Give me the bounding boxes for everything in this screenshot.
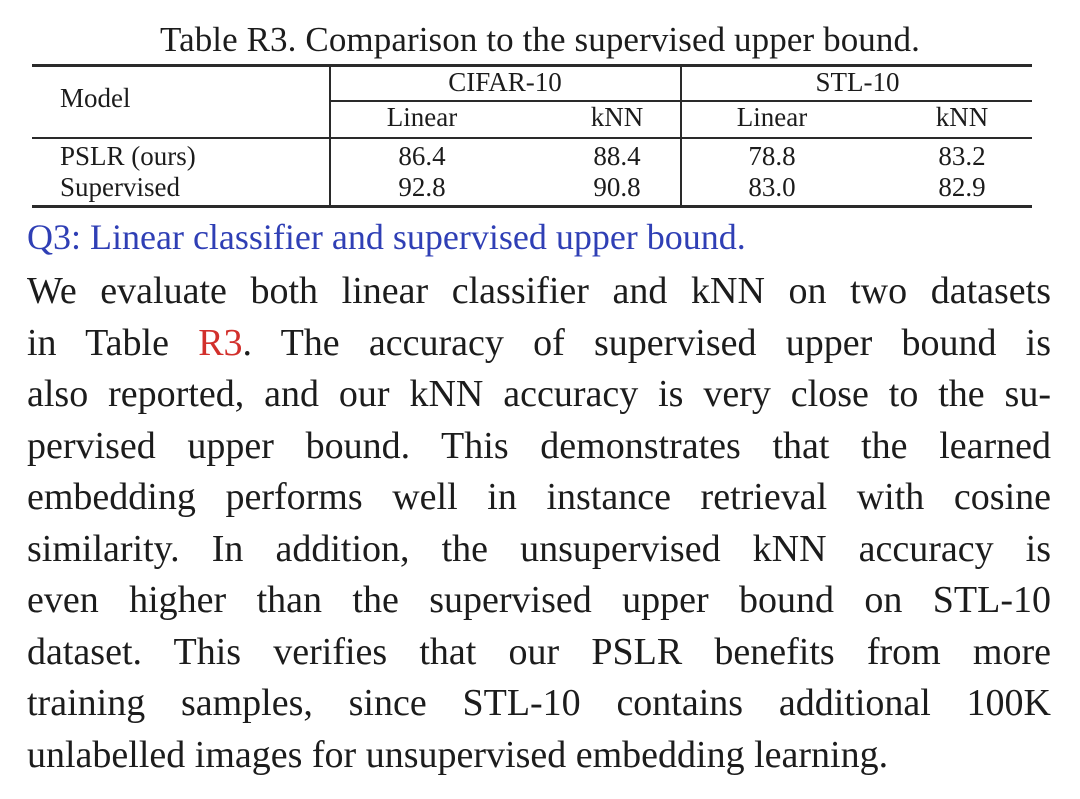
header-stl10-knn: kNN — [935, 102, 989, 132]
row-supervised-cifar10-linear: 92.8 — [398, 172, 446, 202]
header-model: Model — [60, 83, 131, 113]
table-caption-text: Comparison to the supervised upper bound. — [305, 20, 920, 59]
header-cifar10-knn: kNN — [590, 102, 644, 132]
row-supervised-stl10-knn: 82.9 — [938, 172, 986, 202]
row-pslr-model: PSLR (ours) — [60, 141, 196, 171]
paragraph-line-2 — [27, 318, 1051, 370]
row-pslr-stl10-knn: 83.2 — [938, 141, 986, 171]
row-supervised-stl10-linear: 83.0 — [748, 172, 796, 202]
answer-paragraph — [27, 266, 1051, 781]
section-heading-q3: Q3: Linear classifier and supervised upper bound. — [27, 217, 746, 257]
table-caption — [0, 18, 1080, 62]
paragraph-line-4: pervised upper bound. This demonstrates that the learned — [27, 424, 1051, 467]
paragraph-line-9: training samples, since STL-10 contains additional 100K — [27, 682, 1051, 724]
table-bottom-rule — [32, 205, 1032, 208]
row-pslr-cifar10-knn: 88.4 — [593, 141, 641, 171]
paragraph-line-10: unlabelled images for unsupervised embedding learning. — [27, 733, 889, 776]
table-divider-datasets — [680, 66, 682, 206]
row-pslr-stl10-linear: 78.8 — [748, 141, 796, 171]
header-group-cifar10: CIFAR-10 — [448, 67, 562, 97]
paragraph-line-6: similarity. In addition, the unsupervised kNN accuracy is — [27, 527, 1051, 570]
header-cifar10-linear: Linear — [386, 102, 458, 132]
row-supervised-cifar10-knn: 90.8 — [593, 172, 641, 202]
paragraph-line-2-pre: in Table — [27, 321, 169, 364]
table-header-rule — [32, 137, 1032, 139]
paragraph-line-5: embedding performs well in instance retrieval with cosine — [27, 476, 1051, 518]
header-group-stl10: STL-10 — [815, 67, 900, 97]
results-table — [32, 64, 1032, 210]
row-pslr-cifar10-linear: 86.4 — [398, 141, 446, 171]
row-supervised-model: Supervised — [60, 172, 180, 202]
table-divider-model — [329, 66, 331, 206]
table-reference-link[interactable]: R3 — [198, 321, 243, 364]
paragraph-line-2-post: . The accuracy of supervised upper bound is — [242, 321, 1052, 364]
paragraph-line-7: even higher than the supervised upper bound on STL-10 — [27, 579, 1051, 621]
paragraph-line-8: dataset. This verifies that our PSLR benefits from more — [27, 630, 1051, 673]
table-caption-label: Table R3. — [160, 20, 297, 59]
paragraph-line-1: We evaluate both linear classifier and kNN on two datasets — [27, 270, 1051, 312]
header-stl10-linear: Linear — [736, 102, 808, 132]
paragraph-line-3: also reported, and our kNN accuracy is very close to the su- — [27, 373, 1051, 415]
